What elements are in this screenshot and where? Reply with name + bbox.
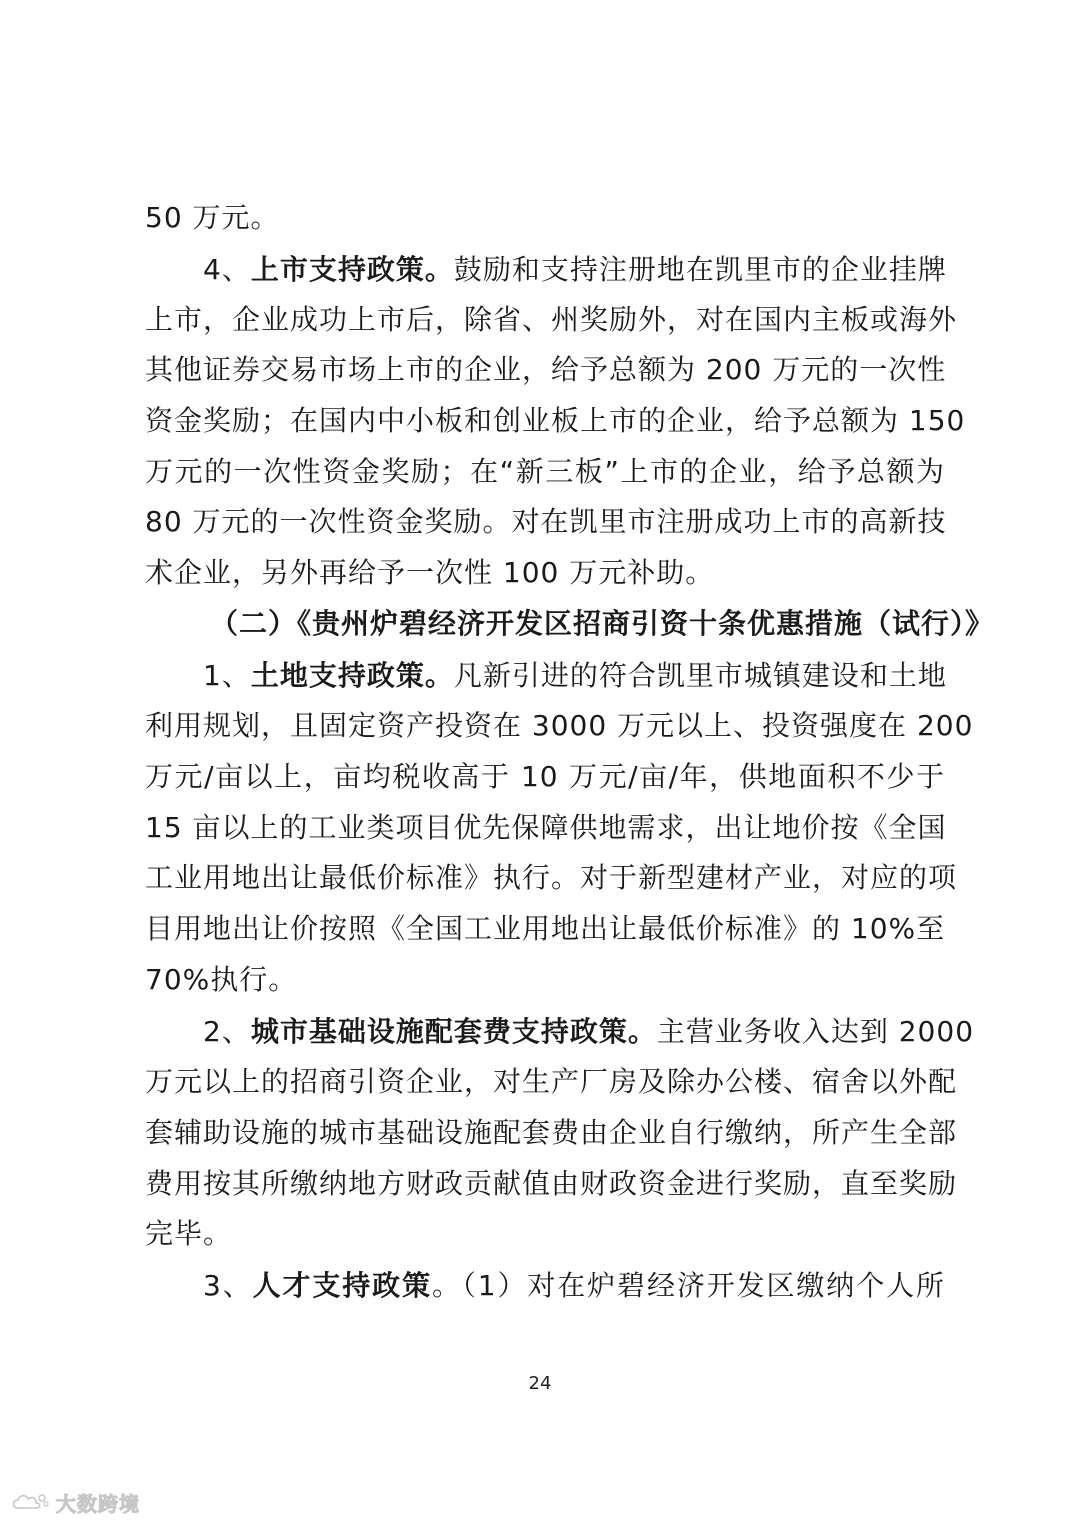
text-segment: 完毕。: [145, 1217, 233, 1250]
text-line: [203, 654, 945, 698]
cloud-logo-icon: [10, 1490, 50, 1514]
text-line: [145, 399, 966, 443]
bold-text-segment: 人才支持政策: [252, 1269, 432, 1302]
text-line: [145, 806, 945, 850]
text-segment: 主营业务收入达到 2000: [656, 1015, 975, 1048]
text-segment: 万元/亩以上，亩均税收高于 10 万元/亩/年，供地面积不少于: [145, 760, 945, 793]
text-line: [145, 298, 958, 342]
text-line: [145, 1111, 958, 1155]
text-segment: 工业用地出让最低价标准》执行。对于新型建材产业，对应的项: [145, 861, 958, 894]
bold-text-segment: 上市支持政策。: [250, 253, 454, 286]
bold-text-segment: 土地支持政策。: [250, 659, 454, 692]
text-line: [203, 1010, 975, 1054]
text-segment: 资金奖励；在国内中小板和创业板上市的企业，给予总额为 150: [145, 404, 966, 437]
text-segment: 万元以上的招商引资企业，对生产厂房及除办公楼、宿舍以外配: [145, 1065, 958, 1098]
text-line: [145, 856, 958, 900]
text-line: [145, 500, 945, 544]
bold-text-segment: （二）《贵州炉碧经济开发区招商引资十条优惠措施（试行）》: [210, 607, 995, 640]
text-segment: 目用地出让价按照《全国工业用地出让最低价标准》的 10%至: [145, 912, 946, 945]
text-segment: 利用规划，且固定资产投资在 3000 万元以上、投资强度在 200: [145, 709, 974, 742]
text-line: [145, 450, 945, 494]
text-line: [145, 958, 945, 1002]
text-segment: 凡新引进的符合凯里市城镇建设和土地: [453, 659, 947, 692]
text-line: [145, 704, 974, 748]
text-segment: 上市，企业成功上市后，除省、州奖励外，对在国内主板或海外: [145, 303, 958, 336]
text-segment: 套辅助设施的城市基础设施配套费由企业自行缴纳，所产生全部: [145, 1116, 958, 1149]
text-segment: 2、: [203, 1015, 251, 1048]
text-line: [145, 196, 945, 240]
text-segment: 其他证券交易市场上市的企业，给予总额为 200 万元的一次性: [145, 353, 947, 386]
text-line: [203, 248, 945, 292]
page-number: 24: [528, 1373, 552, 1394]
bold-text-segment: 城市基础设施配套费支持政策。: [250, 1015, 657, 1048]
text-line: [203, 1264, 945, 1308]
text-segment: 万元的一次性资金奖励；在“新三板”上市的企业，给予总额为: [145, 455, 945, 488]
text-segment: 50 万元。: [145, 201, 280, 234]
text-line: [145, 348, 945, 392]
text-segment: 15 亩以上的工业类项目优先保障供地需求，出让地价按《全国: [145, 811, 947, 844]
watermark: [10, 1488, 140, 1516]
text-segment: 1、: [203, 659, 251, 692]
text-segment: 80 万元的一次性资金奖励。对在凯里市注册成功上市的高新技: [145, 505, 947, 538]
watermark-text: 大数跨境: [56, 1491, 140, 1516]
text-segment: 70%执行。: [145, 963, 298, 996]
text-line: [145, 551, 945, 595]
text-segment: 。（1）对在炉碧经济开发区缴纳个人所: [431, 1269, 945, 1302]
text-line: [145, 1162, 958, 1206]
text-segment: 费用按其所缴纳地方财政贡献值由财政资金进行奖励，直至奖励: [145, 1167, 958, 1200]
text-line: [145, 1212, 945, 1256]
text-segment: 术企业，另外再给予一次性 100 万元补助。: [145, 556, 715, 589]
text-segment: 3、: [203, 1269, 253, 1302]
text-line: [145, 907, 945, 951]
text-line: [145, 755, 945, 799]
text-segment: 鼓励和支持注册地在凯里市的企业挂牌: [453, 253, 947, 286]
section-heading: [210, 602, 995, 646]
text-segment: 4、: [203, 253, 251, 286]
text-line: [145, 1060, 958, 1104]
